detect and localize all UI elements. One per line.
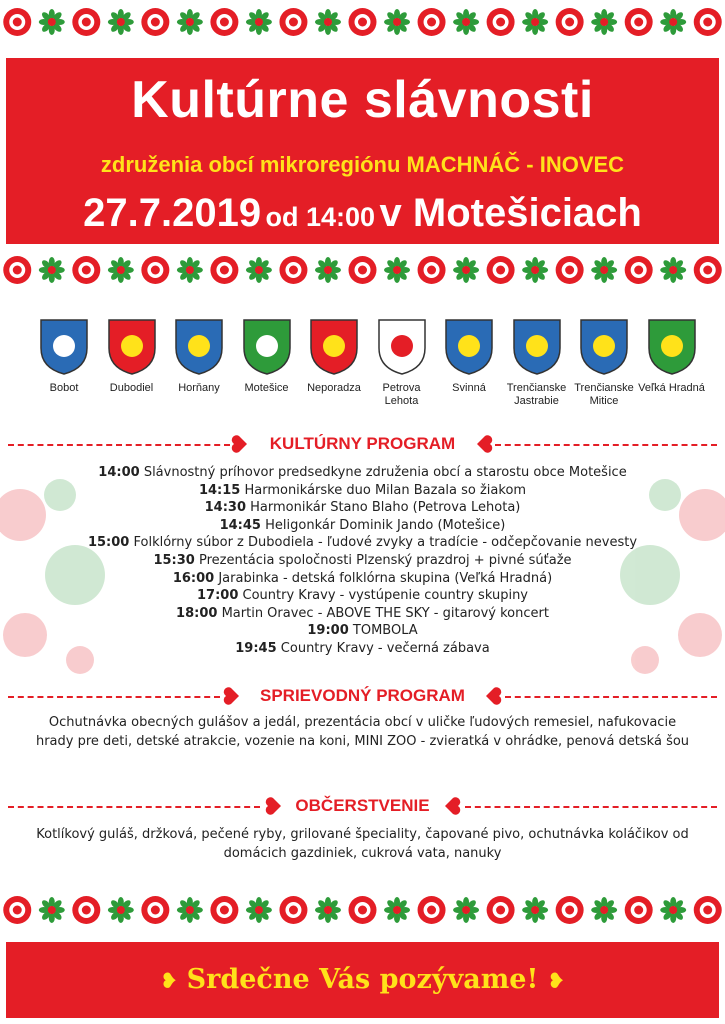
accompanying-heading-row (0, 682, 725, 710)
red-flower-icon (141, 8, 169, 36)
green-flower-icon (453, 897, 479, 923)
heart-ornament-right-icon (483, 687, 505, 705)
coat-of-arms-icon (579, 318, 629, 376)
program-item (0, 570, 725, 588)
red-flower-icon (487, 896, 515, 924)
program-text: Slávnostný príhovor predsedkyne združenia obcí a starostu obce Motešice (143, 465, 627, 480)
green-flower-icon (660, 257, 686, 283)
red-flower-icon (694, 8, 722, 36)
crest-item (165, 318, 233, 395)
program-item (0, 534, 725, 552)
program-text: Prezentácia spoločnosti Plzenský prazdroj + pivné súťaže (198, 552, 572, 568)
crest-item (233, 318, 301, 395)
coat-of-arms-icon (647, 318, 697, 376)
program-list (0, 464, 725, 658)
red-flower-icon (625, 256, 653, 284)
folk-ornament-border-middle (0, 252, 725, 288)
red-flower-icon (556, 896, 584, 924)
invitation-text (0, 958, 725, 1003)
heart-ornament-left-icon (228, 435, 250, 453)
program-item (0, 605, 725, 623)
green-flower-icon (384, 897, 410, 923)
crest-item (30, 318, 98, 395)
green-flower-icon (522, 257, 548, 283)
red-flower-icon (3, 256, 31, 284)
page-title: Kultúrne slávnosti (131, 71, 594, 129)
green-flower-icon (246, 9, 272, 35)
program-heading-row (0, 430, 725, 458)
green-flower-icon (177, 9, 203, 35)
green-flower-icon (108, 9, 134, 35)
green-flower-icon (660, 9, 686, 35)
heart-ornament-left-icon (262, 797, 284, 815)
green-flower-icon (591, 9, 617, 35)
red-flower-icon (487, 256, 515, 284)
program-time: 16:00 (172, 570, 215, 586)
red-flower-icon (72, 8, 100, 36)
program-time: 19:00 (307, 623, 349, 639)
program-time: 14:30 (204, 500, 246, 516)
green-flower-icon (177, 897, 203, 923)
green-flower-icon (384, 257, 410, 283)
green-flower-icon (315, 897, 341, 923)
red-flower-icon (141, 256, 169, 284)
program-time: 18:00 (176, 605, 218, 621)
program-item (0, 587, 725, 605)
coat-of-arms-icon (377, 318, 427, 376)
coat-of-arms-icon (174, 318, 224, 376)
invitation-label: Srdečne Vás pozývame! (186, 964, 539, 995)
program-time: 15:00 (87, 535, 130, 551)
village-crests (30, 318, 710, 418)
program-item (0, 622, 725, 640)
red-flower-icon (418, 896, 446, 924)
heart-ornament-left-icon (220, 687, 242, 705)
crest-label: Petrova Lehota (382, 382, 421, 407)
event-place: v Motešiciach (379, 191, 642, 235)
program-time: 14:00 (98, 465, 140, 480)
program-time: 17:00 (197, 588, 239, 604)
red-flower-icon (349, 896, 377, 924)
event-time: od 14:00 (265, 202, 376, 232)
refreshments-text: Kotlíkový guláš, držková, pečené ryby, grilované špeciality, čapované pivo, ochutnávka koláčikov od domácich gazdiniek, cukrová vata, nanuky (36, 827, 689, 861)
red-flower-icon (279, 256, 307, 284)
heart-ornament-right-icon (474, 435, 496, 453)
program-heading: KULTÚRNY PROGRAM (264, 434, 461, 453)
coat-of-arms-icon (309, 318, 359, 376)
program-text: Heligonkár Dominik Jando (Motešice) (265, 517, 506, 533)
green-flower-icon (246, 257, 272, 283)
crest-label: Horňany (178, 382, 220, 394)
coat-of-arms-icon (107, 318, 157, 376)
green-flower-icon (384, 9, 410, 35)
crest-label: Trenčianske Jastrabie (506, 382, 567, 407)
green-flower-icon (108, 897, 134, 923)
coat-of-arms-icon (512, 318, 562, 376)
green-flower-icon (39, 897, 65, 923)
program-item (0, 464, 725, 482)
crest-item (98, 318, 166, 395)
program-text: Folklórny súbor z Dubodiela - ľudové zvyky a tradície - odčepčovanie nevesty (133, 535, 638, 551)
crest-label: Svinná (452, 382, 486, 394)
red-flower-icon (210, 8, 238, 36)
red-flower-icon (418, 8, 446, 36)
red-flower-icon (694, 896, 722, 924)
program-text: TOMBOLA (352, 623, 418, 639)
refreshments-heading-row (0, 792, 725, 820)
green-flower-icon (660, 897, 686, 923)
event-date-line (0, 188, 725, 247)
coat-of-arms-icon (39, 318, 89, 376)
green-flower-icon (453, 257, 479, 283)
heart-ornament-right-icon (442, 797, 464, 815)
crest-label: Neporadza (307, 382, 361, 394)
green-flower-icon (177, 257, 203, 283)
green-flower-icon (591, 257, 617, 283)
crest-label: Bobot (49, 382, 79, 394)
crest-item (435, 318, 503, 395)
green-flower-icon (522, 897, 548, 923)
program-text: Harmonikár Stano Blaho (Petrova Lehota) (250, 500, 521, 516)
red-flower-icon (487, 8, 515, 36)
green-flower-icon (108, 257, 134, 283)
red-flower-icon (279, 8, 307, 36)
crest-label: Motešice (244, 382, 289, 394)
red-flower-icon (3, 8, 31, 36)
red-flower-icon (72, 256, 100, 284)
heart-ornament-left-icon: ❥ (160, 968, 178, 993)
program-item (0, 499, 725, 517)
program-time: 14:45 (219, 517, 261, 533)
folk-ornament-border-bottom (0, 892, 725, 928)
red-flower-icon (141, 896, 169, 924)
red-flower-icon (556, 256, 584, 284)
program-item (0, 482, 725, 500)
program-item (0, 640, 725, 658)
green-flower-icon (39, 257, 65, 283)
crest-label: Trenčianske Mitice (574, 382, 634, 407)
program-text: Martin Oravec - ABOVE THE SKY - gitarový koncert (221, 605, 549, 621)
crest-label: Dubodiel (109, 382, 154, 394)
crest-item (570, 318, 638, 408)
heart-ornament-right-icon: ❥ (547, 968, 565, 993)
green-flower-icon (315, 257, 341, 283)
green-flower-icon (591, 897, 617, 923)
red-flower-icon (556, 8, 584, 36)
program-item (0, 552, 725, 570)
red-flower-icon (625, 8, 653, 36)
program-time: 19:45 (235, 640, 277, 656)
page-subtitle: združenia obcí mikroregiónu MACHNÁČ - INOVEC (100, 152, 625, 177)
crest-item (368, 318, 436, 408)
accompanying-text: Ochutnávka obecných gulášov a jedál, prezentácia obcí v uličke ľudových remesiel, nafukovacie hrady pre deti, detské atrakcie, vozenie na koni, MINI ZOO - zvieratká v ohrádke, penová detská šou (35, 715, 690, 749)
program-time: 14:15 (198, 482, 241, 498)
green-flower-icon (315, 9, 341, 35)
program-text: Country Kravy - večerná zábava (280, 640, 490, 656)
crest-label: Veľká Hradná (638, 382, 705, 394)
red-flower-icon (349, 8, 377, 36)
crest-item (638, 318, 706, 395)
red-flower-icon (279, 896, 307, 924)
crest-item (503, 318, 571, 408)
red-flower-icon (3, 896, 31, 924)
red-flower-icon (210, 256, 238, 284)
event-date: 27.7.2019 (83, 191, 262, 235)
red-flower-icon (210, 896, 238, 924)
red-flower-icon (72, 896, 100, 924)
program-text: Country Kravy - vystúpenie country skupiny (242, 588, 528, 604)
crest-item (300, 318, 368, 395)
program-text: Jarabinka - detská folklórna skupina (Veľká Hradná) (218, 570, 553, 586)
green-flower-icon (522, 9, 548, 35)
green-flower-icon (39, 9, 65, 35)
refreshments-heading: OBČERSTVENIE (289, 796, 435, 815)
red-flower-icon (349, 256, 377, 284)
accompanying-heading: SPRIEVODNÝ PROGRAM (254, 686, 471, 705)
red-flower-icon (625, 896, 653, 924)
red-flower-icon (418, 256, 446, 284)
program-item (0, 517, 725, 535)
red-flower-icon (694, 256, 722, 284)
coat-of-arms-icon (242, 318, 292, 376)
green-flower-icon (246, 897, 272, 923)
folk-ornament-border-top (0, 4, 725, 40)
coat-of-arms-icon (444, 318, 494, 376)
green-flower-icon (453, 9, 479, 35)
program-text: Harmonikárske duo Milan Bazala so žiakom (244, 482, 527, 498)
program-time: 15:30 (153, 552, 195, 568)
